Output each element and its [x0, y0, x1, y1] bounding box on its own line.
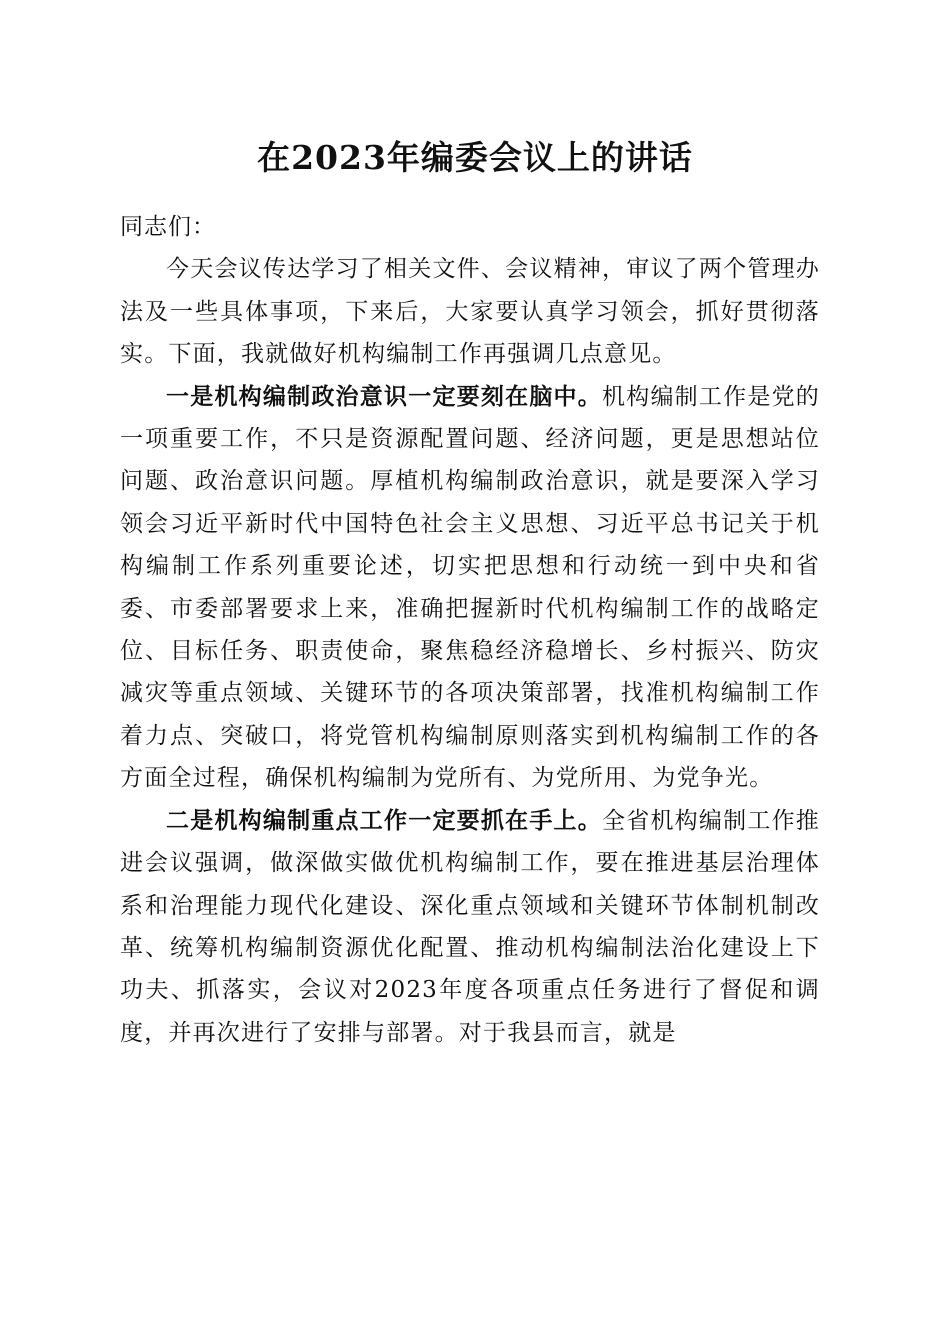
- document-body: [120, 204, 820, 1054]
- paragraph-point-one: [120, 376, 820, 800]
- paragraph-text: 今天会议传达学习了相关文件、会议精神，审议了两个管理办法及一些具体事项，下来后，大家要认真学习领会，抓好贯彻落实。下面，我就做好机构编制工作再强调几点意见。: [120, 256, 820, 368]
- document-title: 在2023年编委会议上的讲话: [257, 138, 693, 177]
- paragraph-opening: [120, 248, 820, 375]
- paragraph-lead: 一是机构编制政治意识一定要刻在脑中。: [166, 382, 603, 410]
- paragraph-point-two: [120, 800, 820, 1054]
- paragraph-text: 机构编制工作是党的一项重要工作，不只是资源配置问题、经济问题，更是思想站位问题、政治意识问题。厚植机构编制政治意识，就是要深入学习领会习近平新时代中国特色社会主义思想、习近平总书记关于机构编制工作系列重要论述，切实把思想和行动统一到中央和省委、市委部署要求上来，准确把握新时代机构编制工作的战略定位、目标任务、职责使命，聚焦稳经济稳增长、乡村振兴、防灾减灾等重点领域、关键环节的各项决策部署，找准机构编制工作着力点、突破口，将党管机构编制原则落实到机构编制工作的各方面全过程，确保机构编制为党所有、为党所用、为党争光。: [120, 383, 820, 792]
- salutation: 同志们：: [120, 214, 216, 240]
- paragraph-lead: 二是机构编制重点工作一定要抓在手上。: [166, 806, 603, 834]
- paragraph-text: 全省机构编制工作推进会议强调，做深做实做优机构编制工作，要在推进基层治理体系和治理能力现代化建设、深化重点领域和关键环节体制机制改革、统筹机构编制资源优化配置、推动机构编制法治化建设上下功夫、抓落实，会议对2023年度各项重点任务进行了督促和调度，并再次进行了安排与部署。对于我县而言，就是: [120, 807, 820, 1046]
